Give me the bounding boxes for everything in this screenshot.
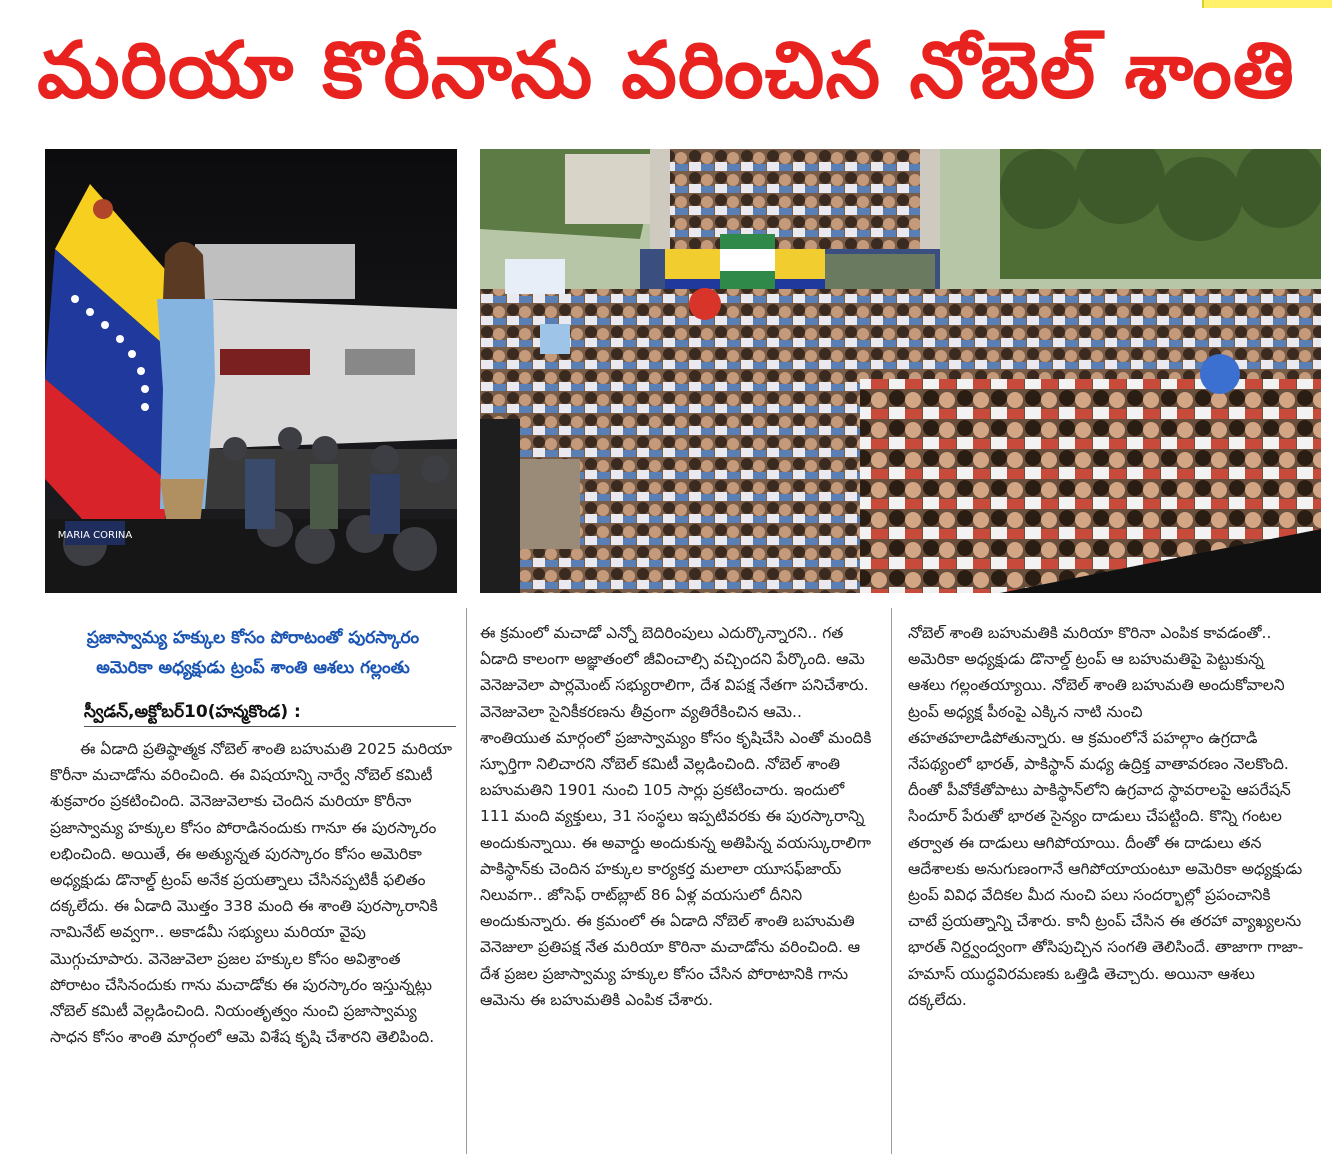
article-column-3: నోబెల్‌ శాంతి బహుమతికి మరియా కొరినా ఎంపిక కావడంతో.. అమెరికా అధ్యక్షుడు డొనాల్డ్‌ ట్రంప్‌ ఆ బహుమతిపై పెట్టుకున్న ఆశలు గల్లంతయ్యాయి. నోబెల్‌ శాంతి బహుమతి అందుకోవాలని ట్రంప్‌ అధ్యక్ష పీఠంపై ఎక్కిన నాటి నుంచి తహతహలాడిపోతున్నారు. ఆ క్రమంలోనే పహల్గాం ఉగ్రదాడి నేపథ్యంలో భారత్‌, పాకిస్థాన్‌ మధ్య ఉద్రిక్త వాతావరణం నెలకొంది. దీంతో పీవోకేతోపాటు పాకిస్థాన్‌లోని ఉగ్రవాద స్థావరాలపై ఆపరేషన్‌ సిందూర్‌ పేరుతో భారత సైన్యం దాడులు చేపట్టింది. కొన్ని గంటల తర్వాత ఈ దాడులు ఆగిపోయాయి. దీంతో ఈ దాడులు తన ఆదేశాలకు అనుగుణంగానే ఆగిపోయాయంటూ అమెరికా అధ్యక్షుడు ట్రంప్‌ వివిధ వేదికల మీద నుంచి పలు సందర్భాల్లో ప్రపంచానికి చాటే ప్రయత్నాన్ని చేశారు. కానీ ట్రంప్‌ చేసిన ఈ తరహా వ్యాఖ్యలను భారత్‌ నిర్ద్వంద్వంగా తోసిపుచ్చిన సంగతి తెలిసిందే. తాజాగా గాజా-హమాస్‌ యుద్ధవిరమణకు ఒత్తిడి తెచ్చారు. అయినా ఆశలు దక్కలేదు. — [908, 624, 1304, 1009]
article-column-2: ఈ క్రమంలో మచాడో ఎన్నో బెదిరింపులు ఎదుర్కొన్నారని.. గత ఏడాది కాలంగా అజ్ఞాతంలో జీవించాల్సి వచ్చిందని పేర్కొంది. ఆమె వెనెజువెలా పార్లమెంట్‌ సభ్యురాలిగా, దేశ విపక్ష నేతగా పనిచేశారు. వెనెజువెలా సైనికీకరణను తీవ్రంగా వ్యతిరేకించిన ఆమె.. శాంతియుత మార్గంలో ప్రజాస్వామ్యం కోసం కృషిచేసి ఎంతో మందికి స్ఫూర్తిగా నిలిచారని నోబెల్‌ కమిటీ వెల్లడించింది. నోబెల్‌ శాంతి బహుమతిని 1901 నుంచి 105 సార్లు ప్రకటించారు. ఇందులో 111 మంది వ్యక్తులు, 31 సంస్థలు ఇప్పటివరకు ఈ పురస్కారాన్ని అందుకున్నాయి. ఈ అవార్డు అందుకున్న అతిపిన్న వయస్కురాలిగా పాకిస్థాన్‌కు చెందిన హక్కుల కార్యకర్త మలాలా యూసఫ్‌జాయ్‌ నిలువగా.. జోసెఫ్‌ రాట్‌బ్లాట్‌ 86 ఏళ్ల వయసులో దీనిని అందుకున్నారు. ఈ క్రమంలో ఈ ఏడాది నోబెల్‌ శాంతి బహుమతి వెనెజులా ప్రతిపక్ష నేత మరియా కొరినా మచాడోను వరించింది. ఆ దేశ ప్రజల ప్రజాస్వామ్య హక్కుల కోసం చేసిన పోరాటానికి గాను ఆమెను ఈ బహుమతికి ఎంపిక చేశారు. — [480, 624, 872, 1009]
headline: మరియా కొరీనాను వరించిన నోబెల్‌ శాంతి — [37, 26, 1295, 116]
column-rule-2 — [891, 608, 892, 1154]
cap-text: MARIA CORINA — [57, 530, 133, 541]
subhead-2: అమెరికా అధ్యక్షుడు ట్రంప్‌ శాంతి ఆశలు గల్లంతు — [96, 658, 410, 678]
photo-crowd-rally — [480, 149, 1321, 593]
photo-right-illustration — [480, 149, 1321, 593]
photo-left-illustration — [45, 149, 457, 593]
photo-maria-corina-with-flag — [45, 149, 457, 593]
subhead-1: ప్రజాస్వామ్య హక్కుల కోసం పోరాటంతో పురస్కారం — [86, 628, 420, 648]
column-rule-1 — [466, 608, 467, 1154]
dateline: స్వీడన్‌,అక్టోబర్‌10(హన్మకొండ) : — [84, 700, 456, 727]
article-column-1: ఈ ఏడాది ప్రతిష్ఠాత్మక నోబెల్‌ శాంతి బహుమతి 2025 మరియా కొరీనా మచాడోను వరించింది. ఈ విషయాన్ని నార్వే నోబెల్‌ కమిటీ శుక్రవారం ప్రకటించింది. వెనెజువెలాకు చెందిన మరియా కొరీనా ప్రజాస్వామ్య హక్కుల కోసం పోరాడినందుకు గానూ ఈ పురస్కారం లభించింది. అయితే, ఈ అత్యున్నత పురస్కారం కోసం అమెరికా అధ్యక్షుడు డొనాల్డ్‌ ట్రంప్‌ అనేక ప్రయత్నాలు చేసినప్పటికీ ఫలితం దక్కలేదు. ఈ ఏడాది మొత్తం 338 మంది ఈ శాంతి పురస్కారానికి నామినేట్‌ అవ్వగా.. అకాడమీ సభ్యులు మరియా వైపు మొగ్గుచూపారు. వెనెజువెలా ప్రజల హక్కుల కోసం అవిశ్రాంత పోరాటం చేసినందుకు గాను మచాడోకు ఈ పురస్కారం ఇస్తున్నట్లు నోబెల్‌ కమిటీ వెల్లడించింది. నియంతృత్వం నుంచి ప్రజాస్వామ్య సాధన కోసం శాంతి మార్గంలో ఆమె విశేష కృషి చేశారని తెలిపింది. — [50, 740, 453, 1047]
corner-tab — [1202, 0, 1332, 8]
